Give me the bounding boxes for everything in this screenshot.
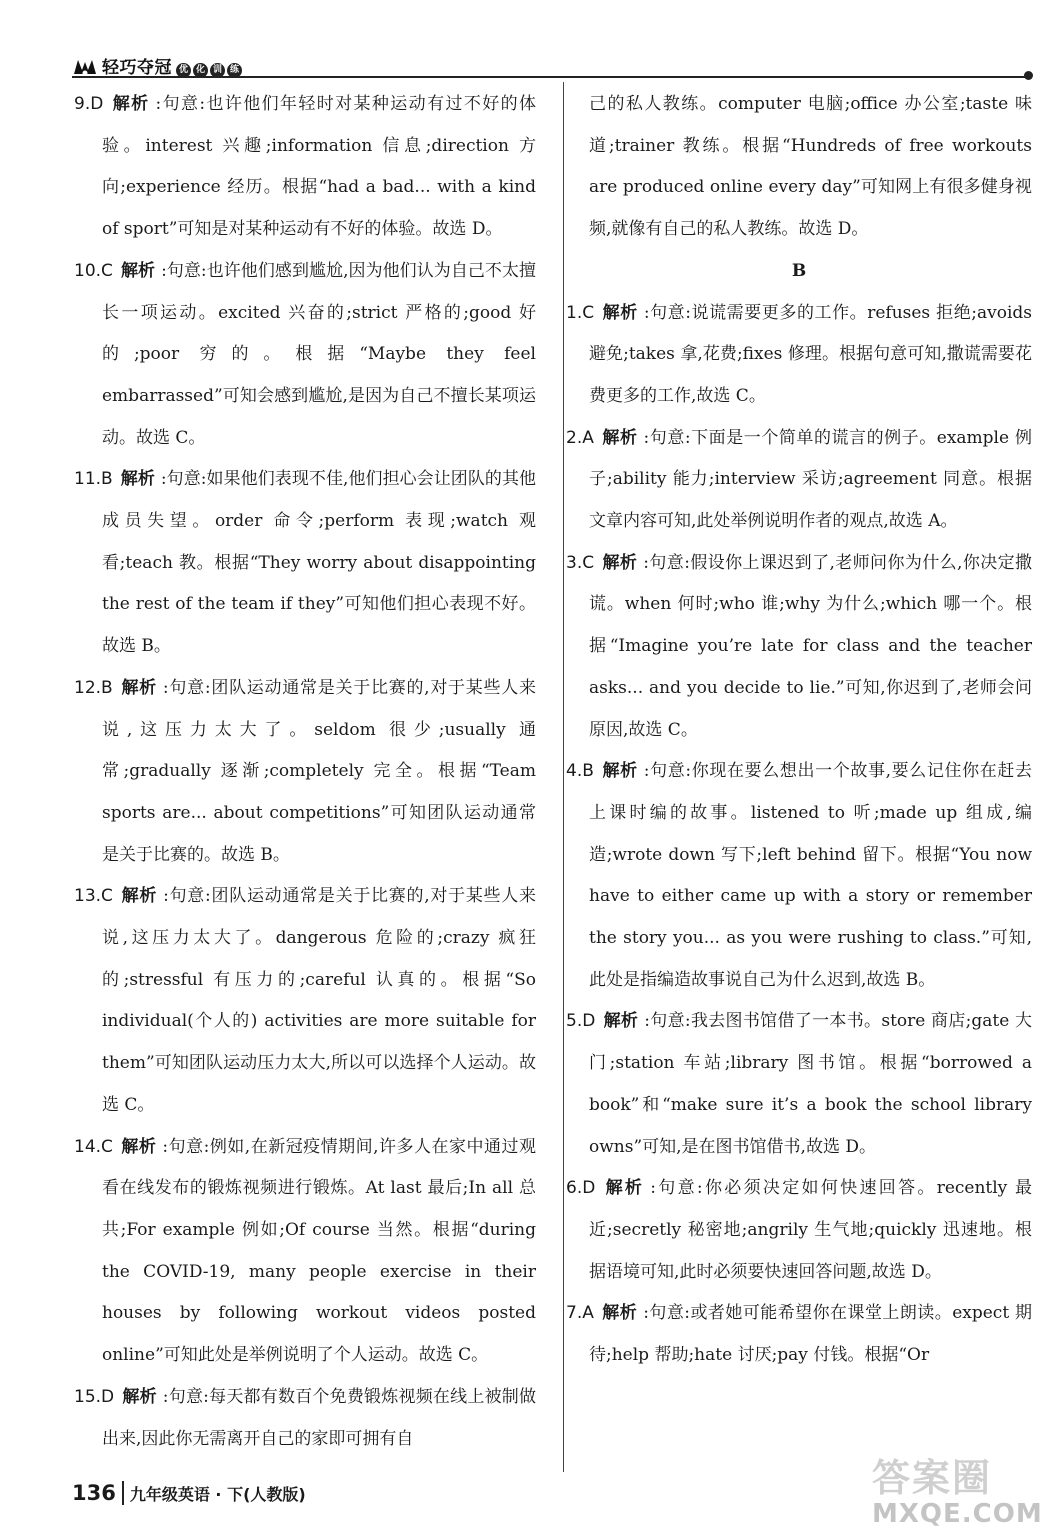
analysis-tag: 解析 xyxy=(120,260,156,281)
answer-explanation: :句意:也许他们感到尴尬,因为他们认为自己不太擅长一项运动。excited 兴奋的;strict 严格的;good 好的;poor 穷的。根据“Maybe they feel embarrassed”可知会感到尴尬,是因为自己不擅长某项运动。故选 C。 xyxy=(102,260,537,448)
answer-number: 11.B xyxy=(74,469,113,490)
answer-number: 9.D xyxy=(74,94,104,114)
badge: 练 xyxy=(227,63,242,78)
analysis-tag: 解析 xyxy=(120,469,155,490)
analysis-tag: 解析 xyxy=(602,302,638,323)
section-heading: B xyxy=(791,260,807,281)
badge: 化 xyxy=(193,63,208,78)
analysis-tag: 解析 xyxy=(122,1386,157,1407)
analysis-tag: 解析 xyxy=(602,552,638,573)
analysis-tag: 解析 xyxy=(601,1303,638,1324)
answer-explanation: :句意:或者她可能希望你在课堂上朗读。expect 期待;help 帮助;hate 讨厌;pay 付钱。根据“Or xyxy=(589,1303,1033,1366)
page-footer xyxy=(72,1478,306,1508)
answer-item xyxy=(566,1168,1032,1293)
page-number: 136 xyxy=(72,1481,124,1505)
answer-explanation: :句意:说谎需要更多的工作。refuses 拒绝;avoids 避免;takes 拿,花费;fixes 修理。根据句意可知,撒谎需要花费更多的工作,故选 C。 xyxy=(589,302,1033,406)
answer-item xyxy=(74,251,536,460)
answer-explanation: :句意:团队运动通常是关于比赛的,对于某些人来说,这压力太大了。dangerous 危险的;crazy 疯狂的;stressful 有压力的;careful 认真的。根据“So individual(个人的) activities are more suitable for them”可知团队运动压力太大,所以可以选择个人运动。故选 C。 xyxy=(102,886,537,1115)
answer-item xyxy=(74,1377,536,1460)
answer-number: 12.B xyxy=(74,677,113,698)
brand-name: 轻巧夺冠 xyxy=(102,58,172,78)
answer-item xyxy=(74,84,536,251)
answer-number: 3.C xyxy=(566,552,595,573)
book-title: 九年级英语 · 下(人教版) xyxy=(129,1484,306,1504)
brand-logo-icon xyxy=(72,56,98,78)
answer-explanation: :句意:也许他们年轻时对某种运动有过不好的体验。interest 兴趣;information 信息;direction 方向;experience 经历。根据“had a bad... with a kind of sport”可知是对某种运动有不好的体验。故选 D。 xyxy=(102,94,536,240)
answer-number: 13.C xyxy=(74,886,113,907)
answer-number: 15.D xyxy=(74,1386,115,1407)
answer-item xyxy=(566,418,1032,543)
answer-explanation: :句意:你现在要么想出一个故事,要么记住你在赶去上课时编的故事。listened to 听;made up 组成,编造;wrote down 写下;left behind 留下。根据“You now have to either came up with a story or remember the story you... as you were rushing to class.”可知,此处是指编造故事说自己为什么迟到,故选 B。 xyxy=(589,761,1032,990)
badge: 训 xyxy=(210,63,225,78)
analysis-tag: 解析 xyxy=(120,677,157,698)
analysis-tag: 解析 xyxy=(120,886,158,907)
left-column xyxy=(74,84,536,1460)
answer-item xyxy=(566,751,1032,1001)
answer-item xyxy=(566,1293,1032,1376)
answer-number: 7.A xyxy=(566,1303,594,1324)
answer-number: 6.D xyxy=(566,1178,596,1199)
answer-explanation: :句意:团队运动通常是关于比赛的,对于某些人来说,这压力太大了。seldom 很少;usually 通常;gradually 逐渐;completely 完全。根据“Team sports are... about competitions”可知团队运动通常是关于比赛的。故选 B。 xyxy=(102,677,537,865)
answer-number: 2.A xyxy=(566,427,594,448)
page-header xyxy=(72,50,1032,78)
answer-explanation: :句意:假设你上课迟到了,老师问你为什么,你决定撒谎。when 何时;who 谁;why 为什么;which 哪一个。根据“Imagine you’re late for class and the teacher asks... and you decide to lie.”可知,你迟到了,老师会问原因,故选 C。 xyxy=(589,552,1033,740)
answer-explanation: :句意:你必须决定如何快速回答。recently 最近;secretly 秘密地;angrily 生气地;quickly 迅速地。根据语境可知,此时必须要快速回答问题,故选 D。 xyxy=(589,1178,1032,1282)
answer-number: 14.C xyxy=(74,1136,113,1157)
answer-explanation: :句意:下面是一个简单的谎言的例子。example 例子;ability 能力;interview 采访;agreement 同意。根据文章内容可知,此处举例说明作者的观点,故选 A。 xyxy=(589,427,1032,532)
answer-explanation: :句意:我去图书馆借了一本书。store 商店;gate 大门;station 车站;library 图书馆。根据“borrowed a book”和“make sure it’s a book the school library owns”可知,是在图书馆借书,故选 D。 xyxy=(589,1011,1032,1157)
column-divider xyxy=(563,82,564,1472)
answer-item xyxy=(74,1127,536,1377)
answer-item xyxy=(74,668,536,877)
answer-number: 10.C xyxy=(74,260,113,281)
answer-item xyxy=(74,876,536,1126)
header-rule-end-dot xyxy=(1024,71,1033,80)
watermark-url: MXQE.COM xyxy=(872,1499,1043,1529)
right-column xyxy=(566,84,1032,1377)
continued-explanation: 己的私人教练。computer 电脑;office 办公室;taste 味道;trainer 教练。根据“Hundreds of free workouts are produced online every day”可知网上有很多健身视频,就像有自己的私人教练。故选 D。 xyxy=(589,94,1032,240)
header-rule xyxy=(72,76,1030,78)
answer-number: 4.B xyxy=(566,761,594,782)
answer-explanation: :句意:例如,在新冠疫情期间,许多人在家中通过观看在线发布的锻炼视频进行锻炼。At last 最后;In all 总共;For example 例如;Of course 当然。根据“during the COVID-19, many people exercise in their houses by following workout videos posted online”可知此处是举例说明了个人运动。故选 C。 xyxy=(102,1136,537,1366)
answer-explanation: :句意:如果他们表现不佳,他们担心会让团队的其他成员失望。order 命令;perform 表现;watch 观看;teach 教。根据“They worry about disappointing the rest of the team if they”可知他们担心表现不好。故选 B。 xyxy=(102,469,537,657)
analysis-tag: 解析 xyxy=(601,761,638,782)
answer-item xyxy=(566,293,1032,418)
answer-number: 1.C xyxy=(566,302,595,323)
answer-explanation: :句意:每天都有数百个免费锻炼视频在线上被制做出来,因此你无需离开自己的家即可拥有自 xyxy=(102,1386,536,1449)
analysis-tag: 解析 xyxy=(120,1136,157,1157)
watermark xyxy=(872,1456,1052,1532)
answer-item xyxy=(74,459,536,668)
analysis-tag: 解析 xyxy=(111,94,150,114)
watermark-logo: 答案圈 xyxy=(872,1456,993,1500)
answer-item xyxy=(566,1001,1032,1168)
analysis-tag: 解析 xyxy=(603,1011,639,1032)
answer-item xyxy=(566,543,1032,752)
analysis-tag: 解析 xyxy=(603,1178,645,1199)
answer-number: 5.D xyxy=(566,1011,596,1032)
analysis-tag: 解析 xyxy=(601,427,638,448)
badge: 优 xyxy=(176,63,191,78)
